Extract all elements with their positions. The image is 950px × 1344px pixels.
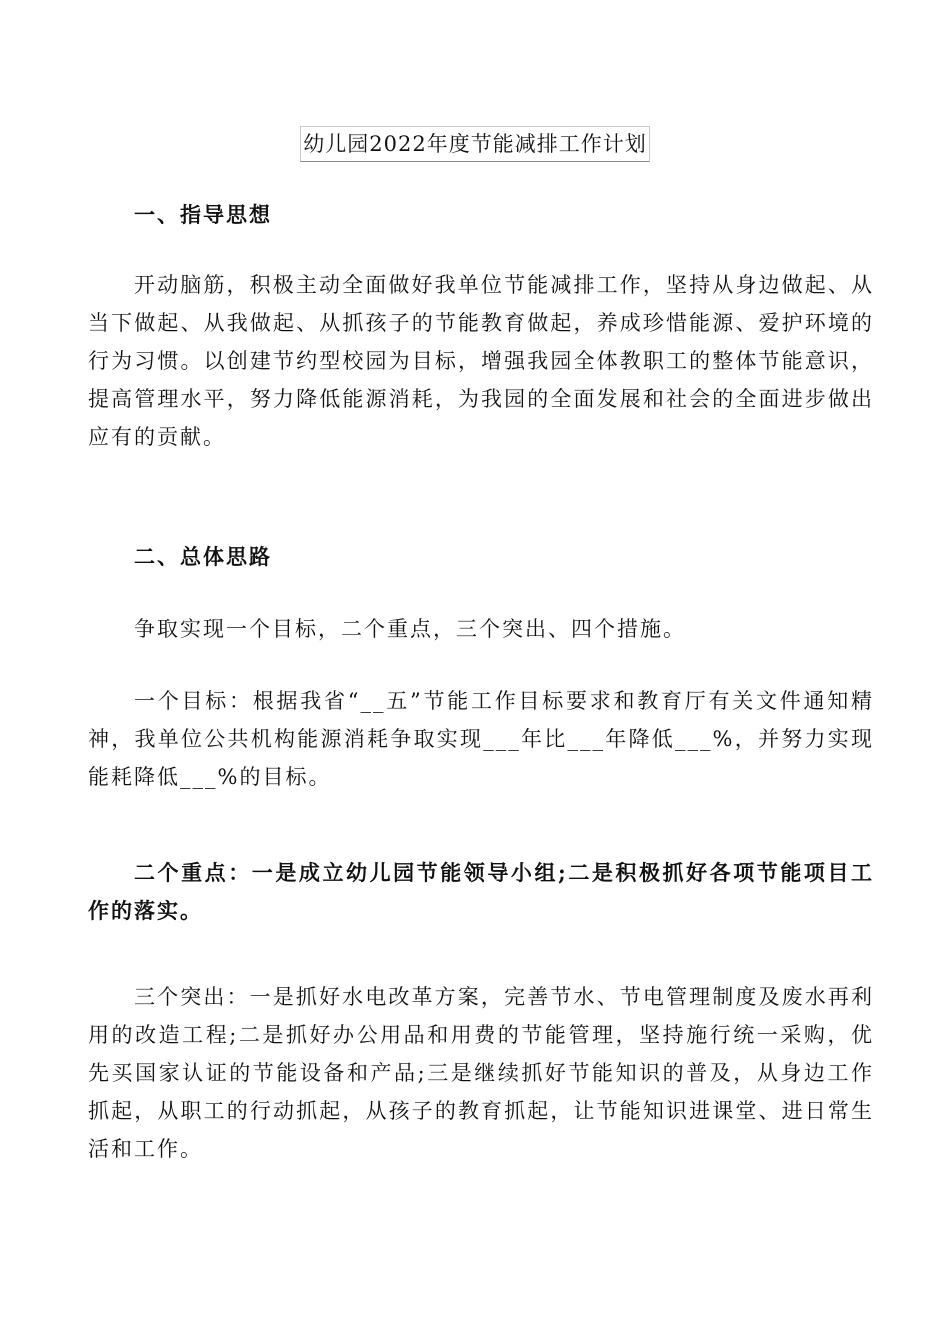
paragraph-three-highlights: 三个突出：一是抓好水电改革方案，完善节水、节电管理制度及废水再利用的改造工程;二是抓好办公用品和用费的节能管理，坚持施行统一采购，优先买国家认证的节能设备和产品;三是继续抓好节能知识的普及，从身边工作抓起，从职工的行动抓起，从孩子的教育抓起，让节能知识进课堂、进日常生活和工作。	[88, 985, 874, 1161]
paragraph-overall-approach-summary: 争取实现一个目标，二个重点，三个突出、四个措施。	[134, 617, 686, 641]
section-heading-overall-approach: 二、总体思路	[134, 544, 272, 569]
document-title	[0, 126, 950, 162]
paragraph-one-goal: 一个目标：根据我省“__五”节能工作目标要求和教育厅有关文件通知精神，我单位公共机构能源消耗争取实现___年比___年降低___%，并努力实现能耗降低___%的目标。	[88, 689, 874, 789]
paragraph-guiding-ideology: 开动脑筋，积极主动全面做好我单位节能减排工作，坚持从身边做起、从当下做起、从我做起、从抓孩子的节能教育做起，养成珍惜能源、爱护环境的行为习惯。以创建节约型校园为目标，增强我园全体教职工的整体节能意识，提高管理水平，努力降低能源消耗，为我园的全面发展和社会的全面进步做出应有的贡献。	[88, 273, 874, 449]
section-heading-guiding-ideology: 一、指导思想	[134, 202, 272, 227]
paragraph-two-priorities: 二个重点：一是成立幼儿园节能领导小组;二是积极抓好各项节能项目工作的落实。	[88, 860, 874, 923]
document-title-text: 幼儿园2022年度节能减排工作计划	[300, 126, 649, 162]
